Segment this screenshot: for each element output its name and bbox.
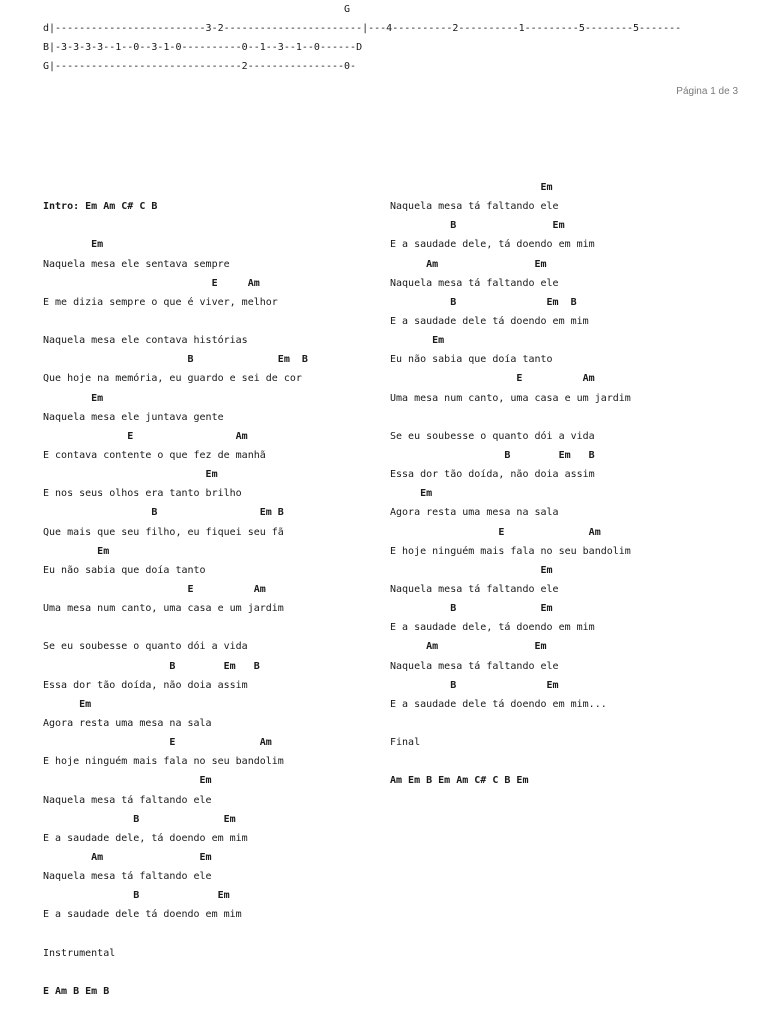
blank-line <box>43 963 373 982</box>
lyric-line: Naquela mesa tá faltando ele <box>390 583 559 595</box>
tablature-string-g: G|-------------------------------2----------------0- <box>43 61 357 72</box>
blank-line <box>390 752 760 771</box>
lyric-line: Naquela mesa tá faltando ele <box>43 794 212 806</box>
chord-line: Em <box>390 182 553 193</box>
lyric-line: Que hoje na memória, eu guardo e sei de cor <box>43 373 302 385</box>
chord-line: Am Em B Em Am C# C B Em <box>390 775 529 787</box>
lyric-line: Naquela mesa tá faltando ele <box>390 660 559 672</box>
blank-line <box>43 216 373 235</box>
blank-line <box>43 312 373 331</box>
lyric-line: Uma mesa num canto, uma casa e um jardim <box>43 603 284 615</box>
chord-line: B Em B <box>43 660 260 672</box>
chord-line: Em <box>43 775 212 787</box>
lyric-line: E nos seus olhos era tanto brilho <box>43 488 242 500</box>
left-lyrics-column <box>43 178 373 1001</box>
lyric-line: E me dizia sempre o que é viver, melhor <box>43 296 278 308</box>
chord-line: E Am <box>43 737 272 749</box>
lyric-line: E a saudade dele tá doendo em mim... <box>390 698 607 710</box>
blank-line <box>43 618 373 637</box>
lyric-line: Que mais que seu filho, eu fiquei seu fã <box>43 526 284 538</box>
lyric-line: Naquela mesa ele sentava sempre <box>43 258 230 270</box>
lyric-line: Naquela mesa ele contava histórias <box>43 335 248 347</box>
lyric-line: Final <box>390 737 421 749</box>
chord-line: Em <box>390 335 445 347</box>
lyric-line: Instrumental <box>43 947 116 959</box>
chord-line: B Em <box>390 679 559 691</box>
chord-line: Em <box>43 392 104 404</box>
chord-line: E Am <box>43 583 266 595</box>
lyric-line: E a saudade dele, tá doendo em mim <box>43 832 248 844</box>
blank-line <box>390 714 760 733</box>
chord-line: B Em <box>390 603 553 615</box>
lyric-line: Agora resta uma mesa na sala <box>43 717 212 729</box>
chord-line: E Am <box>43 430 248 442</box>
blank-line <box>390 408 760 427</box>
chord-line: Em <box>43 698 92 710</box>
chord-line: Em <box>43 469 218 481</box>
lyric-line: Se eu soubesse o quanto dói a vida <box>390 430 595 442</box>
lyric-line: E a saudade dele, tá doendo em mim <box>390 622 595 634</box>
lyric-line: E a saudade dele tá doendo em mim <box>390 315 589 327</box>
chord-line: Em <box>43 239 104 251</box>
chord-line: B Em B <box>43 354 308 366</box>
chord-line: B Em <box>43 813 236 825</box>
lyric-line: Essa dor tão doída, não doia assim <box>390 469 595 481</box>
lyric-line: Naquela mesa tá faltando ele <box>390 277 559 289</box>
chord-line: E Am <box>390 373 595 385</box>
chord-line: B Em B <box>390 449 595 461</box>
chord-line: Am Em <box>390 641 547 653</box>
tablature-string-b: B|-3-3-3-3--1--0--3-1-0----------0--1--3--1--0------D <box>43 42 363 53</box>
lyric-line: Naquela mesa ele juntava gente <box>43 411 224 423</box>
lyric-line: E contava contente o que fez de manhã <box>43 449 266 461</box>
lyric-line: Eu não sabia que doía tanto <box>43 564 206 576</box>
chord-line: Intro: Em Am C# C B <box>43 201 158 213</box>
chord-line: Em <box>390 564 553 576</box>
chord-line: B Em <box>390 220 565 232</box>
blank-line <box>43 924 373 943</box>
lyric-line: Naquela mesa tá faltando ele <box>390 201 559 213</box>
lyric-line: Naquela mesa tá faltando ele <box>43 871 212 883</box>
chord-line: Am Em <box>43 851 212 863</box>
chord-line: E Am <box>390 526 601 538</box>
chord-line: Em <box>43 545 110 557</box>
lyric-line: E a saudade dele tá doendo em mim <box>43 909 242 921</box>
lyric-line: Se eu soubesse o quanto dói a vida <box>43 641 248 653</box>
lyric-line: E hoje ninguém mais fala no seu bandolim <box>390 545 631 557</box>
chord-line: E Am <box>43 277 260 289</box>
blank-line <box>43 178 373 197</box>
tablature-chord-marker: G <box>43 4 351 15</box>
lyric-line: E a saudade dele, tá doendo em mim <box>390 239 595 251</box>
lyric-line: E hoje ninguém mais fala no seu bandolim <box>43 756 284 768</box>
chord-line: B Em <box>43 890 230 902</box>
lyric-line: Eu não sabia que doía tanto <box>390 354 553 366</box>
lyric-line: Uma mesa num canto, uma casa e um jardim <box>390 392 631 404</box>
right-lyrics-column <box>390 178 760 791</box>
chord-line: B Em B <box>390 296 577 308</box>
lyric-line: Agora resta uma mesa na sala <box>390 507 559 519</box>
tablature-string-d: d|-------------------------3-2-----------------------|---4----------2----------1---------5--------5------- <box>43 23 682 34</box>
chord-line: B Em B <box>43 507 284 519</box>
page-indicator: Página 1 de 3 <box>676 86 738 97</box>
tablature-block <box>43 0 768 76</box>
lyric-line: Essa dor tão doída, não doia assim <box>43 679 248 691</box>
chord-line: Am Em <box>390 258 547 270</box>
chord-line: Em <box>390 488 433 500</box>
chord-line: E Am B Em B <box>43 985 110 997</box>
